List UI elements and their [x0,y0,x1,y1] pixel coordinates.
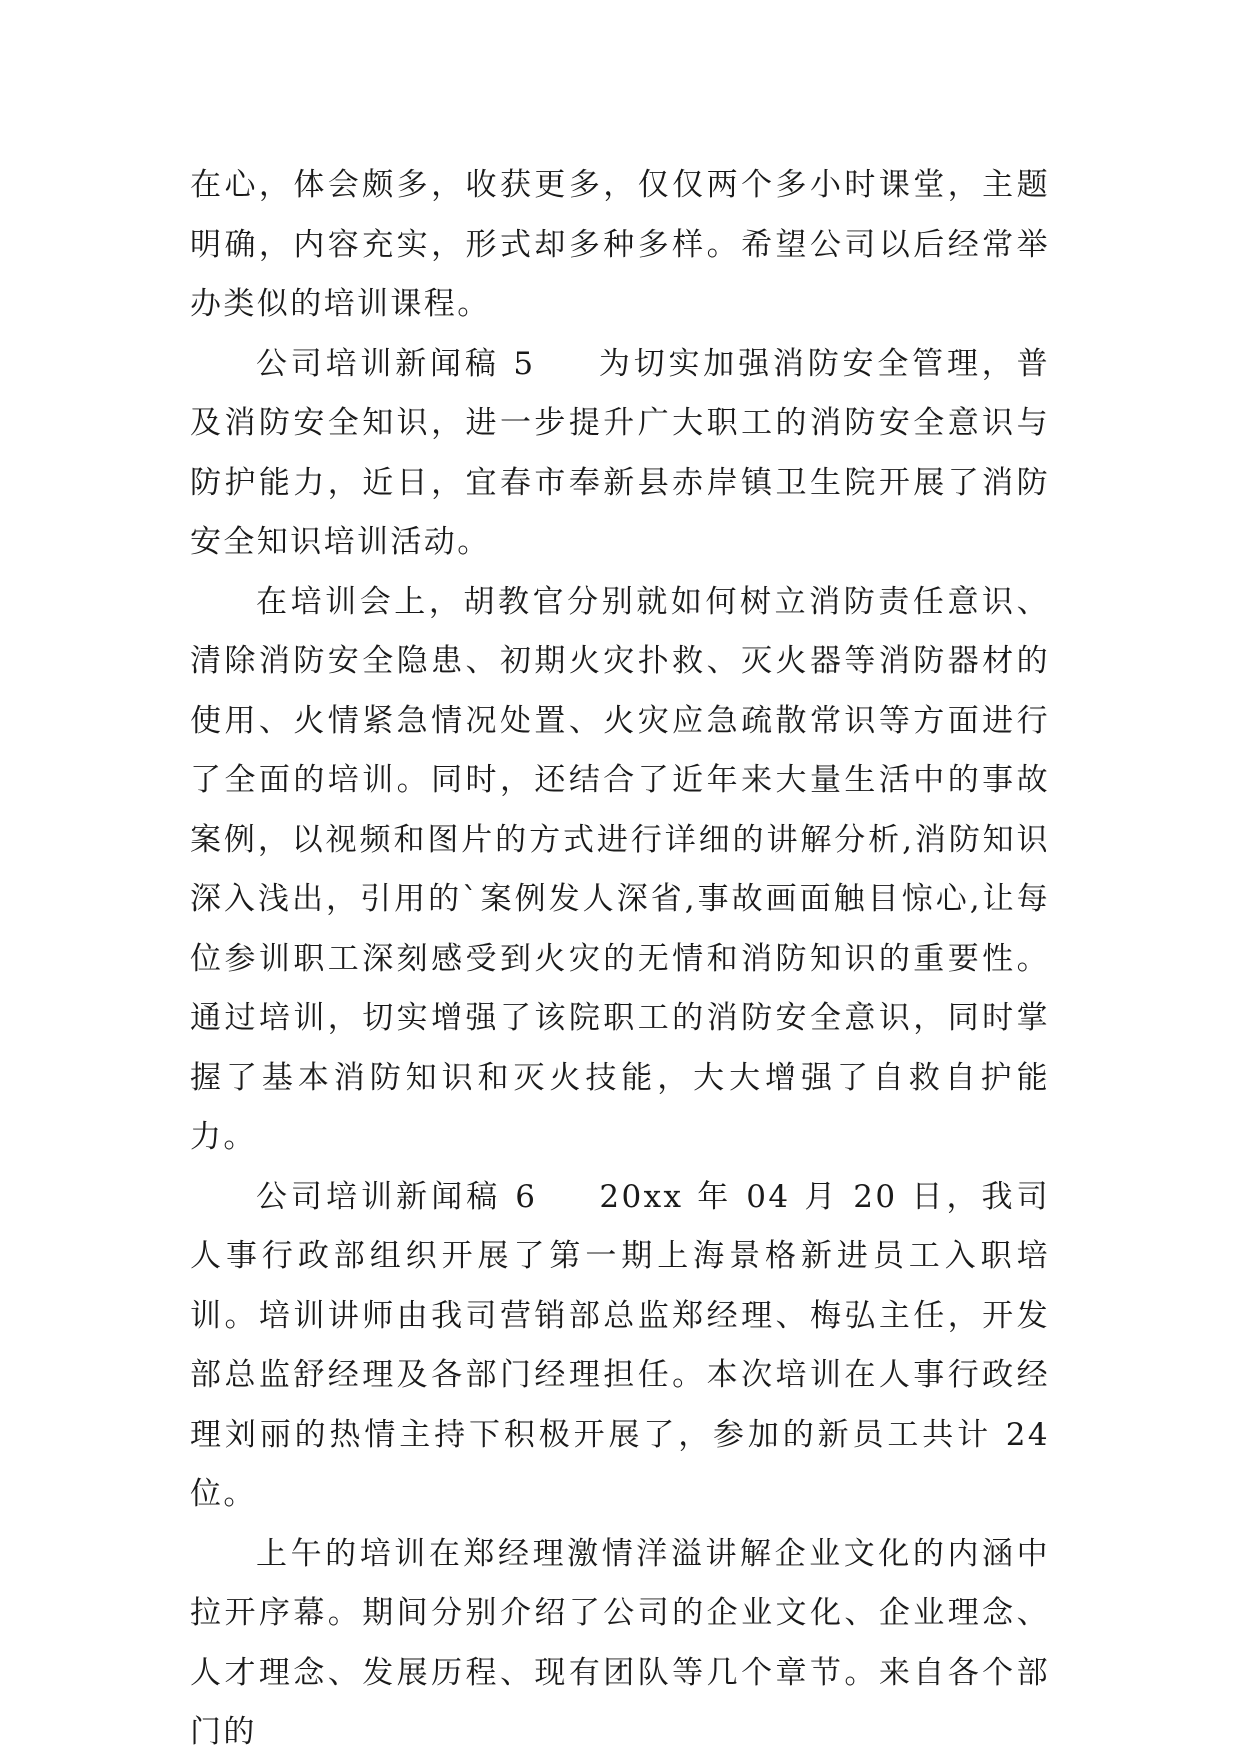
section-heading: 公司培训新闻稿 5 [256,345,536,382]
section-heading: 公司培训新闻稿 6 [256,1178,538,1215]
paragraph-1 [190,156,1050,335]
paragraph-2 [190,335,1050,573]
paragraph-3 [190,573,1050,1168]
document-body [190,156,1050,1763]
paragraph-text: 在心，体会颇多，收获更多，仅仅两个多小时课堂，主题明确，内容充实，形式却多种多样。希望公司以后经常举办类似的培训课程。 [190,167,1050,322]
paragraph-text: 为切实加强消防安全管理，普及消防安全知识，进一步提升广大职工的消防安全意识与防护能力，近日，宜春市奉新县赤岸镇卫生院开展了消防安全知识培训活动。 [190,345,1050,560]
paragraph-5 [190,1525,1050,1763]
paragraph-text: 上午的培训在郑经理激情洋溢讲解企业文化的内涵中拉开序幕。期间分别介绍了公司的企业文化、企业理念、人才理念、发展历程、现有团队等几个章节。来自各个部门的 [190,1535,1050,1750]
paragraph-4 [190,1168,1050,1525]
paragraph-text: 在培训会上，胡教官分别就如何树立消防责任意识、清除消防安全隐患、初期火灾扑救、灭火器等消防器材的使用、火情紧急情况处置、火灾应急疏散常识等方面进行了全面的培训。同时，还结合了近年来大量生活中的事故案例，以视频和图片的方式进行详细的讲解分析,消防知识深入浅出，引用的`案例发人深省,事故画面触目惊心,让每位参训职工深刻感受到火灾的无情和消防知识的重要性。通过培训，切实增强了该院职工的消防安全意识，同时掌握了基本消防知识和灭火技能，大大增强了自救自护能力。 [190,583,1050,1155]
paragraph-text: 20xx 年 04 月 20 日，我司人事行政部组织开展了第一期上海景格新进员工入职培训。培训讲师由我司营销部总监郑经理、梅弘主任，开发部总监舒经理及各部门经理担任。本次培训在人事行政经理刘丽的热情主持下积极开展了，参加的新员工共计 24 位。 [190,1178,1050,1512]
